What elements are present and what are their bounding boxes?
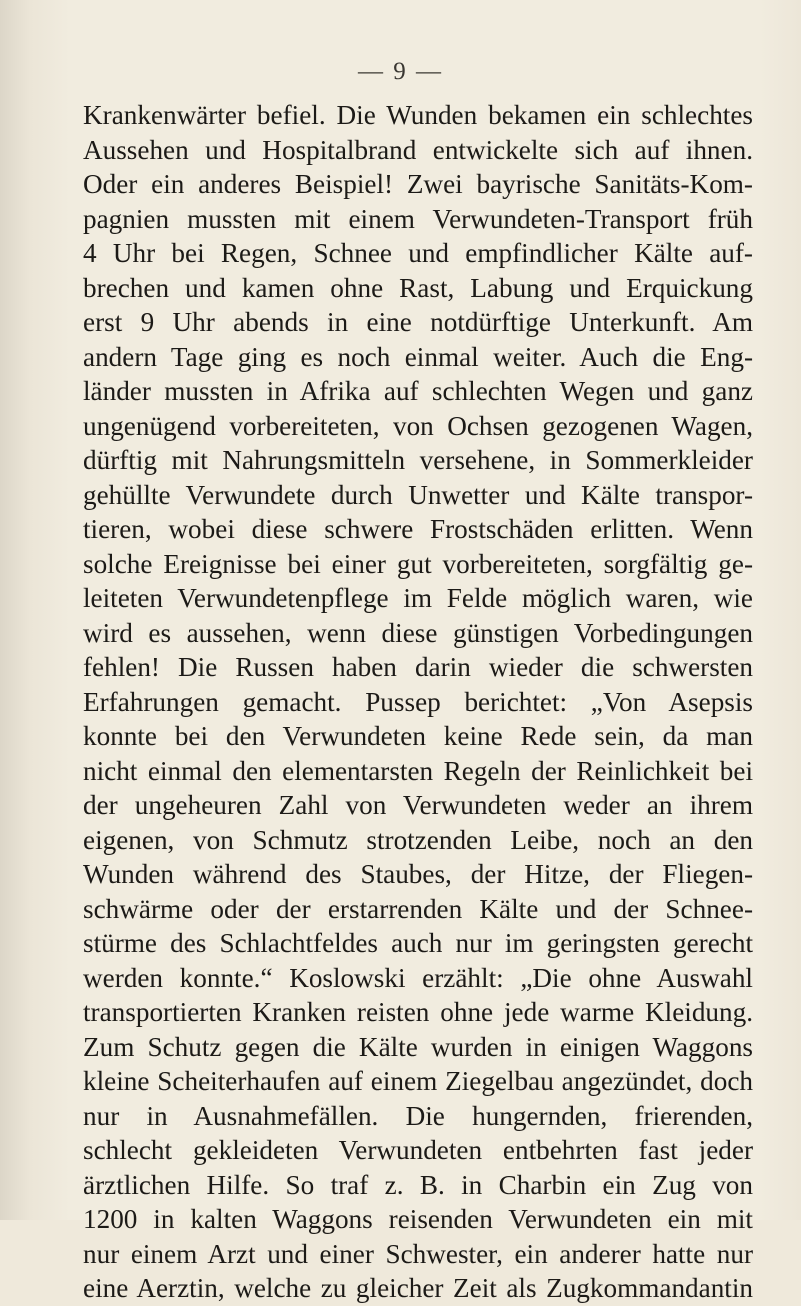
- text-line: kleine Scheiterhaufen auf einem Ziegelbau angezündet, doch: [83, 1066, 753, 1096]
- page-number: — 9 —: [358, 58, 443, 85]
- text-line: 4 Uhr bei Regen, Schnee und empfindlicher Kälte auf-: [83, 238, 753, 268]
- text-line: leiteten Verwundetenpflege im Felde möglich waren, wie: [83, 583, 753, 613]
- text-line: pagnien mussten mit einem Verwundeten-Transport früh: [83, 203, 753, 234]
- text-line: nur in Ausnahmefällen. Die hungernden, frierenden,: [83, 1100, 753, 1131]
- text-line: konnte bei den Verwundeten keine Rede sein, da man: [83, 721, 753, 751]
- text-line: schlecht gekleideten Verwundeten entbehrten fast jeder: [83, 1135, 753, 1165]
- text-line: Oder ein anderes Beispiel! Zwei bayrische Sanitäts-Kom-: [83, 169, 753, 199]
- text-line: werden konnte.“ Koslowski erzählt: „Die ohne Auswahl: [83, 962, 753, 993]
- text-line: dürftig mit Nahrungsmitteln versehene, in Sommerkleider: [83, 445, 753, 475]
- text-line: Erfahrungen gemacht. Pussep berichtet: „Von Asepsis: [83, 686, 753, 717]
- text-line: andern Tage ging es noch einmal weiter. Auch die Eng-: [83, 341, 753, 372]
- text-line: 1200 in kalten Waggons reisenden Verwundeten ein mit: [83, 1204, 753, 1234]
- text-line: stürme des Schlachtfeldes auch nur im geringsten gerecht: [83, 928, 753, 958]
- text-line: erst 9 Uhr abends in eine notdürftige Unterkunft. Am: [83, 307, 753, 337]
- text-line: nur einem Arzt und einer Schwester, ein anderer hatte nur: [83, 1238, 753, 1269]
- text-line: tieren, wobei diese schwere Frostschäden erlitten. Wenn: [83, 514, 753, 544]
- text-line: fehlen! Die Russen haben darin wieder die schwersten: [83, 652, 753, 682]
- text-line: ärztlichen Hilfe. So traf z. B. in Charbin ein Zug von: [83, 1169, 753, 1200]
- text-line: schwärme oder der erstarrenden Kälte und der Schnee-: [83, 893, 753, 924]
- text-line: Wunden während des Staubes, der Hitze, der Fliegen-: [83, 859, 753, 889]
- text-line: länder mussten in Afrika auf schlechten Wegen und ganz: [83, 376, 753, 406]
- text-line: wird es aussehen, wenn diese günstigen Vorbedingungen: [83, 617, 753, 648]
- text-line: gehüllte Verwundete durch Unwetter und Kälte transpor-: [83, 479, 753, 510]
- text-line: eigenen, von Schmutz strotzenden Leibe, noch an den: [83, 824, 753, 855]
- text-line: brechen und kamen ohne Rast, Labung und Erquickung: [83, 272, 753, 303]
- text-line: Zum Schutz gegen die Kälte wurden in einigen Waggons: [83, 1031, 753, 1062]
- text-line: solche Ereignisse bei einer gut vorbereiteten, sorgfältig ge-: [83, 548, 753, 579]
- text-line: Krankenwärter befiel. Die Wunden bekamen ein schlechtes: [83, 100, 753, 130]
- body-text: [83, 98, 753, 1306]
- text-line: ungenügend vorbereiteten, von Ochsen gezogenen Wagen,: [83, 410, 753, 441]
- text-line: der ungeheuren Zahl von Verwundeten weder an ihrem: [83, 790, 753, 820]
- text-line: eine Aerztin, welche zu gleicher Zeit als Zugkommandantin: [83, 1273, 753, 1303]
- text-line: transportierten Kranken reisten ohne jede warme Kleidung.: [83, 997, 753, 1027]
- text-line: nicht einmal den elementarsten Regeln der Reinlichkeit bei: [83, 755, 753, 786]
- text-line: Aussehen und Hospitalbrand entwickelte sich auf ihnen.: [83, 134, 753, 165]
